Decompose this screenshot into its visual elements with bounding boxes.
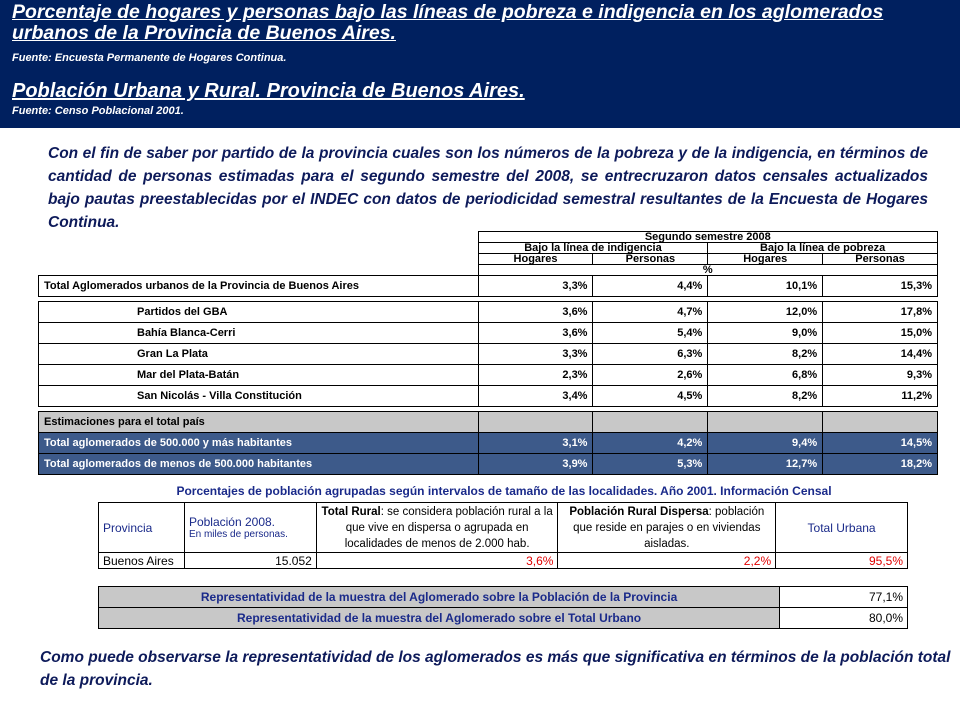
- source-censo: Fuente: Censo Poblacional 2001.: [12, 105, 184, 117]
- representativity-table: [98, 586, 908, 629]
- population-caption: Porcentajes de población agrupadas según intervalos de tamaño de las localidades. Año 2001. Información Censal: [176, 484, 832, 498]
- table-row: Mar del Plata-Batán 2,3% 2,6% 6,8% 9,3%: [39, 365, 938, 386]
- intro-paragraph: Con el fin de saber por partido de la provincia cuales son los números de la pobreza y de la indigencia, en términos de cantidad de personas estimadas para el segundo semestre del 2008, se entrecruzaron datos censales actualizados bajo pautas preestablecidas por el INDEC con datos de periodicidad semestral resultantes de la Encuesta de Hogares Continua.: [48, 145, 928, 231]
- h-provincia: Provincia: [99, 503, 185, 553]
- table-row-total: Total Aglomerados urbanos de la Provincia de Buenos Aires 3,3% 4,4% 10,1% 15,3%: [39, 276, 938, 297]
- table-row: Representatividad de la muestra del Aglomerado sobre el Total Urbano 80,0%: [99, 608, 908, 629]
- poverty-table: [38, 231, 938, 475]
- col-hogares: Hogares: [478, 254, 593, 265]
- indigencia-header: Bajo la línea de indigencia: [478, 243, 708, 254]
- unit-header: %: [478, 265, 937, 276]
- table-row: San Nicolás - Villa Constitución 3,4% 4,5% 8,2% 11,2%: [39, 386, 938, 407]
- table-row: Gran La Plata 3,3% 6,3% 8,2% 14,4%: [39, 344, 938, 365]
- col-personas: Personas: [823, 254, 938, 265]
- table-row-big: Total aglomerados de 500.000 y más habitantes 3,1% 4,2% 9,4% 14,5%: [39, 433, 938, 454]
- outro-paragraph: Como puede observarse la representatividad de los aglomerados es más que significativa en términos de la población total de la provincia.: [40, 649, 951, 689]
- h-total-urbana: Total Urbana: [776, 503, 908, 553]
- h-poblacion: Población 2008. En miles de personas.: [184, 503, 316, 553]
- header-banner: [0, 0, 960, 128]
- col-hogares: Hogares: [708, 254, 823, 265]
- table-row: Partidos del GBA 3,6% 4,7% 12,0% 17,8%: [39, 302, 938, 323]
- table-row: Bahía Blanca-Cerri 3,6% 5,4% 9,0% 15,0%: [39, 323, 938, 344]
- h-total-rural: Total Rural: se considera población rural a la que vive en dispersa o agrupada en localidades de menos de 2.000 hab.: [316, 503, 558, 553]
- table-row: Representatividad de la muestra del Aglomerado sobre la Población de la Provincia 77,1%: [99, 587, 908, 608]
- pobreza-header: Bajo la línea de pobreza: [708, 243, 938, 254]
- title-poblacion: Población Urbana y Rural. Provincia de Buenos Aires.: [12, 80, 525, 102]
- population-table: [98, 502, 908, 569]
- period-header: Segundo semestre 2008: [478, 232, 937, 243]
- table-row-small: Total aglomerados de menos de 500.000 habitantes 3,9% 5,3% 12,7% 18,2%: [39, 454, 938, 475]
- source-eph: Fuente: Encuesta Permanente de Hogares Continua.: [12, 52, 287, 64]
- table-row: Buenos Aires 15.052 3,6% 2,2% 95,5%: [99, 553, 908, 569]
- col-personas: Personas: [593, 254, 708, 265]
- h-rural-dispersa: Población Rural Dispersa: población que reside en parajes o en viviendas aisladas.: [558, 503, 776, 553]
- title-pobreza: Porcentaje de hogares y personas bajo las líneas de pobreza e indigencia en los aglomerados urbanos de la Provincia de Buenos Aires.: [12, 1, 884, 44]
- table-row-estimaciones: Estimaciones para el total país: [39, 412, 938, 433]
